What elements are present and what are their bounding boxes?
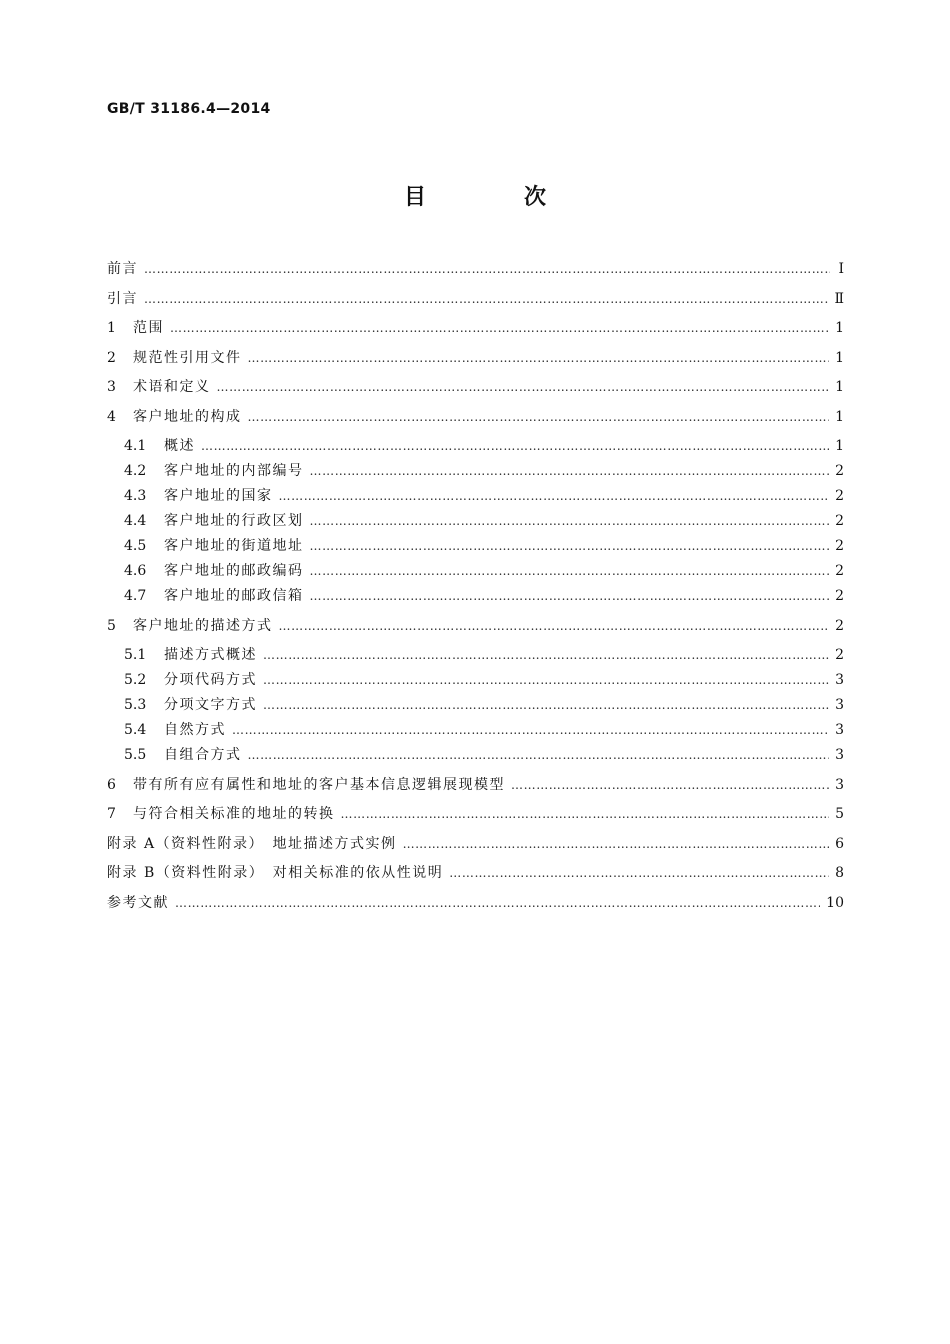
toc-leader-dots <box>263 698 829 712</box>
toc-entry-page: Ⅰ <box>838 261 844 277</box>
toc-entry-page: 3 <box>835 721 844 738</box>
toc-entry-label: 分项文字方式 <box>164 696 257 713</box>
toc-leader-dots <box>170 321 829 335</box>
toc-leader-dots <box>175 896 820 910</box>
toc-entry[interactable] <box>107 694 844 714</box>
toc-entry[interactable] <box>107 317 844 337</box>
toc-entry-label: 概述 <box>164 437 195 454</box>
standard-code: GB/T 31186.4—2014 <box>107 101 271 117</box>
toc-entry-number: 3 <box>107 379 116 395</box>
toc-entry[interactable] <box>107 744 844 764</box>
toc-leader-dots <box>279 619 830 633</box>
toc-entry[interactable] <box>107 376 844 396</box>
toc-entry[interactable] <box>107 347 844 367</box>
toc-entry-page: 2 <box>835 512 844 529</box>
toc-leader-dots <box>217 380 830 394</box>
toc-leader-dots <box>511 778 829 792</box>
toc-entry-number: 4.6 <box>124 562 147 579</box>
toc-entry[interactable] <box>107 803 844 823</box>
toc-leader-dots <box>403 837 830 851</box>
toc-entry-label: 规范性引用文件 <box>133 349 242 366</box>
toc-entry-number: 4.4 <box>124 512 147 529</box>
toc-entry-label: 自然方式 <box>164 721 226 738</box>
toc-entry-page: 3 <box>835 671 844 688</box>
toc-leader-dots <box>310 564 830 578</box>
page-title: 目 次 <box>403 185 584 210</box>
toc-entry-label: 客户地址的描述方式 <box>133 617 273 634</box>
toc-entry-page: 2 <box>835 562 844 579</box>
toc-entry-page: 1 <box>835 320 844 336</box>
toc-entry[interactable] <box>107 560 844 580</box>
toc-entry-number: 5 <box>107 617 116 634</box>
toc-entry-number: 4.5 <box>124 537 147 554</box>
toc-entry-page: 2 <box>835 617 844 634</box>
toc-entry[interactable] <box>107 460 844 480</box>
toc-entry-page: 3 <box>835 746 844 763</box>
toc-entry-label: 客户地址的街道地址 <box>164 537 304 554</box>
toc-entry[interactable] <box>107 510 844 530</box>
toc-entry-number: 5.2 <box>124 671 147 688</box>
toc-leader-dots <box>310 464 830 478</box>
toc-entry-page: 3 <box>835 696 844 713</box>
toc-entry-number: 6 <box>107 776 116 793</box>
toc-entry-label: 分项代码方式 <box>164 671 257 688</box>
toc-entry-page: 10 <box>826 894 844 911</box>
toc-entry-label: 客户地址的行政区划 <box>164 512 304 529</box>
toc-entry-label: 术语和定义 <box>133 379 211 395</box>
toc-leader-dots <box>279 489 830 503</box>
toc-entry[interactable] <box>107 435 844 455</box>
toc-leader-dots <box>248 410 830 424</box>
toc-leader-dots <box>201 439 829 453</box>
toc-entry-number: 4.1 <box>124 437 147 454</box>
toc-entry-number: 5.3 <box>124 696 147 713</box>
toc-entry-page: 1 <box>835 437 844 454</box>
toc-entry-page: 2 <box>835 587 844 604</box>
toc-leader-dots <box>248 351 830 365</box>
toc-entry-label: 引言 <box>107 290 138 307</box>
toc-entry-page: 1 <box>835 379 844 395</box>
toc-entry[interactable] <box>107 644 844 664</box>
toc-entry-number: 2 <box>107 349 116 366</box>
toc-entry-label: 与符合相关标准的地址的转换 <box>133 806 335 822</box>
toc-entry[interactable] <box>107 585 844 605</box>
toc-entry-label: 客户地址的内部编号 <box>164 462 304 479</box>
toc-entry-page: 2 <box>835 487 844 504</box>
toc-entry-page: 3 <box>835 776 844 793</box>
toc-entry-label: 附录 A（资料性附录） 地址描述方式实例 <box>107 835 397 852</box>
toc-entry-page: 1 <box>835 349 844 366</box>
toc-leader-dots <box>341 807 830 821</box>
toc-entry-page: 2 <box>835 462 844 479</box>
toc-entry-page: Ⅱ <box>834 290 844 307</box>
toc-entry[interactable] <box>107 485 844 505</box>
toc-entry-page: 5 <box>835 806 844 822</box>
toc-entry-number: 1 <box>107 320 116 336</box>
toc-entry-label: 客户地址的国家 <box>164 487 273 504</box>
toc-leader-dots <box>310 589 830 603</box>
toc-entry[interactable] <box>107 774 844 794</box>
toc-entry-label: 附录 B（资料性附录） 对相关标准的依从性说明 <box>107 865 444 881</box>
toc-entry[interactable] <box>107 862 844 882</box>
toc-entry[interactable] <box>107 892 844 912</box>
toc-entry-page: 8 <box>835 865 844 881</box>
toc-entry-page: 2 <box>835 537 844 554</box>
toc-entry[interactable] <box>107 535 844 555</box>
toc-entry-number: 5.4 <box>124 721 147 738</box>
toc-entry-number: 4.2 <box>124 462 147 479</box>
toc-leader-dots <box>310 514 830 528</box>
toc-entry-page: 2 <box>835 646 844 663</box>
toc-entry-number: 4 <box>107 408 116 425</box>
toc-leader-dots <box>263 673 829 687</box>
toc-entry[interactable] <box>107 615 844 635</box>
toc-leader-dots <box>248 748 830 762</box>
toc-leader-dots <box>232 723 829 737</box>
toc-entry[interactable] <box>107 288 844 308</box>
toc-entry-number: 5.5 <box>124 746 147 763</box>
toc-entry-label: 参考文献 <box>107 894 169 911</box>
toc-leader-dots <box>144 292 828 306</box>
toc-entry[interactable] <box>107 719 844 739</box>
toc-entry[interactable] <box>107 406 844 426</box>
toc-entry-number: 5.1 <box>124 646 147 663</box>
toc-entry[interactable] <box>107 669 844 689</box>
toc-entry-label: 客户地址的邮政编码 <box>164 562 304 579</box>
toc-entry-page: 1 <box>835 408 844 425</box>
toc-entry-label: 前言 <box>107 261 138 277</box>
toc-entry[interactable] <box>107 258 844 278</box>
toc-entry[interactable] <box>107 833 844 853</box>
toc-leader-dots <box>144 262 830 276</box>
toc-entry-number: 4.3 <box>124 487 147 504</box>
toc-entry-label: 客户地址的构成 <box>133 408 242 425</box>
toc-entry-number: 4.7 <box>124 587 147 604</box>
toc-entry-label: 描述方式概述 <box>164 646 257 663</box>
toc-entry-number: 7 <box>107 806 116 822</box>
toc-entry-label: 带有所有应有属性和地址的客户基本信息逻辑展现模型 <box>133 776 505 793</box>
toc-entry-label: 范围 <box>133 320 164 336</box>
toc-entry-label: 自组合方式 <box>164 746 242 763</box>
toc-leader-dots <box>449 866 829 880</box>
toc-leader-dots <box>310 539 830 553</box>
toc-entry-page: 6 <box>835 835 844 852</box>
toc-entry-label: 客户地址的邮政信箱 <box>164 587 304 604</box>
toc-leader-dots <box>263 648 829 662</box>
